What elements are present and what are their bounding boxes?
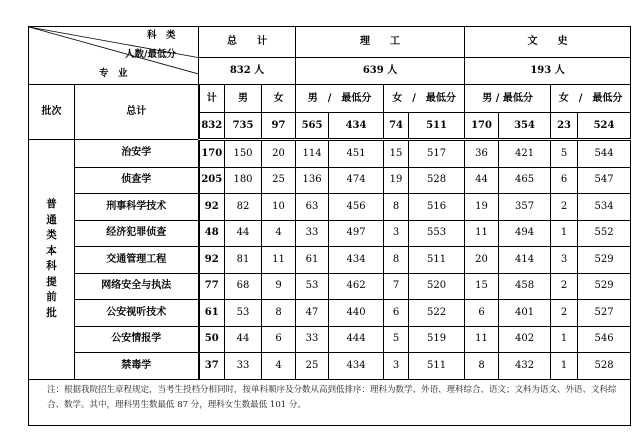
cell-total: 170 [199,140,225,168]
sub-header-sci-male-min: 男 / 最低分 [296,85,384,113]
major-name: 经济犯罪侦查 [75,220,199,247]
table-row [29,326,631,353]
totals-cell: 354 [499,113,551,140]
cell-art-m: 19 [465,194,499,221]
cell-art-f: 6 [551,167,578,194]
major-name: 公安视听技术 [75,300,199,327]
cell-total: 37 [199,353,225,380]
cell-sci-m-min: 474 [329,167,384,194]
batch-label: 普通类本科提前批 [46,198,57,319]
cell-sci-f: 3 [384,353,409,380]
cell-total: 77 [199,273,225,300]
diag-major-label: 专 业 [99,68,128,79]
group-header-science: 理 工 [296,27,465,58]
cell-male: 44 [225,326,262,353]
cell-male: 53 [225,300,262,327]
sub-header-art-female-min: 女 / 最低分 [551,85,631,113]
cell-male: 68 [225,273,262,300]
cell-art-m-min: 401 [499,300,551,327]
totals-cell: 23 [551,113,578,140]
cell-sci-f: 5 [384,326,409,353]
cell-art-m-min: 494 [499,220,551,247]
header-row-groups [29,27,631,58]
cell-sci-m-min: 434 [329,247,384,274]
cell-sci-m: 33 [296,220,329,247]
major-name: 交通管理工程 [75,247,199,274]
cell-art-f-min: 528 [578,353,631,380]
totals-cell: 735 [225,113,262,140]
cell-sci-m: 136 [296,167,329,194]
cell-art-m-min: 414 [499,247,551,274]
cell-female: 4 [262,220,296,247]
cell-art-m-min: 357 [499,194,551,221]
cell-sci-m-min: 434 [329,353,384,380]
cell-female: 10 [262,194,296,221]
cell-female: 9 [262,273,296,300]
batch-cell [29,140,75,380]
sub-header-art-male-min: 男 / 最低分 [465,85,551,113]
cell-female: 4 [262,353,296,380]
cell-male: 150 [225,140,262,168]
cell-sci-f-min: 511 [409,247,465,274]
cell-art-f: 5 [551,140,578,168]
major-name: 公安情报学 [75,326,199,353]
cell-sci-m-min: 444 [329,326,384,353]
table-row [29,273,631,300]
table-row [29,300,631,327]
group-total-science: 639 人 [296,58,465,85]
sub-header-female: 女 [262,85,296,113]
totals-cell: 524 [578,113,631,140]
group-header-arts: 文 史 [465,27,631,58]
cell-total: 61 [199,300,225,327]
cell-art-m-min: 421 [499,140,551,168]
cell-art-m: 36 [465,140,499,168]
cell-art-f: 1 [551,220,578,247]
cell-art-f: 2 [551,194,578,221]
cell-male: 81 [225,247,262,274]
total-header: 总计 [75,85,199,140]
table-row [29,140,631,168]
cell-sci-f-min: 528 [409,167,465,194]
cell-total: 92 [199,247,225,274]
sub-header-sci-female-min: 女 / 最低分 [384,85,465,113]
cell-sci-f-min: 553 [409,220,465,247]
totals-cell: 170 [465,113,499,140]
cell-sci-f: 7 [384,273,409,300]
group-header-total: 总 计 [199,27,296,58]
sub-header-male: 男 [225,85,262,113]
major-name: 侦查学 [75,167,199,194]
cell-sci-m: 63 [296,194,329,221]
admission-table-wrapper [28,26,630,426]
cell-art-f: 1 [551,326,578,353]
major-name: 治安学 [75,140,199,168]
cell-sci-m-min: 451 [329,140,384,168]
cell-total: 92 [199,194,225,221]
table-row [29,220,631,247]
cell-sci-m: 114 [296,140,329,168]
cell-female: 11 [262,247,296,274]
cell-female: 8 [262,300,296,327]
admission-table [28,26,631,426]
cell-male: 33 [225,353,262,380]
cell-sci-f-min: 511 [409,353,465,380]
totals-cell: 74 [384,113,409,140]
cell-art-f-min: 544 [578,140,631,168]
major-name: 网络安全与执法 [75,273,199,300]
cell-female: 25 [262,167,296,194]
major-name: 刑事科学技术 [75,194,199,221]
cell-total: 48 [199,220,225,247]
cell-sci-m: 53 [296,273,329,300]
cell-sci-f-min: 519 [409,326,465,353]
cell-art-f: 2 [551,300,578,327]
table-row [29,247,631,274]
cell-sci-f: 8 [384,194,409,221]
cell-art-m: 15 [465,273,499,300]
cell-female: 6 [262,326,296,353]
cell-art-f-min: 534 [578,194,631,221]
batch-header: 批次 [29,85,75,140]
cell-sci-f: 8 [384,247,409,274]
diagonal-header-cell [29,27,199,85]
cell-art-f-min: 552 [578,220,631,247]
cell-sci-f: 6 [384,300,409,327]
diag-count-min-label: 人数/最低分 [125,49,176,60]
cell-art-f-min: 529 [578,247,631,274]
cell-sci-m-min: 497 [329,220,384,247]
cell-sci-f-min: 517 [409,140,465,168]
cell-art-m: 20 [465,247,499,274]
totals-cell: 434 [329,113,384,140]
cell-art-f-min: 546 [578,326,631,353]
cell-sci-f-min: 520 [409,273,465,300]
group-total-all: 832 人 [199,58,296,85]
cell-art-m-min: 402 [499,326,551,353]
sub-header-total: 计 [199,85,225,113]
cell-sci-f: 3 [384,220,409,247]
cell-sci-m: 47 [296,300,329,327]
cell-sci-m: 61 [296,247,329,274]
cell-sci-m: 25 [296,353,329,380]
table-row [29,167,631,194]
cell-art-f-min: 547 [578,167,631,194]
cell-art-m: 11 [465,326,499,353]
cell-total: 50 [199,326,225,353]
totals-cell: 565 [296,113,329,140]
cell-art-f-min: 527 [578,300,631,327]
table-body [29,140,631,380]
note-row [29,379,631,425]
footnote: 注：根据我院招生章程规定，当考生投档分相同时，按单科顺序及分数从高到低排序：理科为数学、外语、理科综合、语文；文科为语文、外语、文科综合、数学。其中，理科男生数最低 87 分，理科女生数最低 101 分。 [29,379,631,425]
major-name: 禁毒学 [75,353,199,380]
totals-cell: 832 [199,113,225,140]
cell-sci-f: 15 [384,140,409,168]
cell-art-m-min: 432 [499,353,551,380]
cell-art-f: 2 [551,273,578,300]
diag-category-label: 科 类 [147,30,176,41]
cell-sci-f-min: 522 [409,300,465,327]
cell-male: 44 [225,220,262,247]
header-row-subheaders [29,85,631,113]
cell-art-m: 44 [465,167,499,194]
group-total-arts: 193 人 [465,58,631,85]
table-row [29,194,631,221]
cell-art-f: 1 [551,353,578,380]
cell-art-m-min: 458 [499,273,551,300]
cell-art-m-min: 465 [499,167,551,194]
cell-total: 205 [199,167,225,194]
cell-male: 180 [225,167,262,194]
cell-art-m: 11 [465,220,499,247]
cell-art-f: 3 [551,247,578,274]
cell-sci-m-min: 456 [329,194,384,221]
totals-cell: 511 [409,113,465,140]
cell-male: 82 [225,194,262,221]
cell-art-f-min: 529 [578,273,631,300]
cell-sci-f-min: 516 [409,194,465,221]
table-row [29,353,631,380]
cell-sci-m: 33 [296,326,329,353]
cell-sci-f: 19 [384,167,409,194]
totals-cell: 97 [262,113,296,140]
cell-female: 20 [262,140,296,168]
cell-sci-m-min: 462 [329,273,384,300]
cell-sci-m-min: 440 [329,300,384,327]
cell-art-m: 6 [465,300,499,327]
cell-art-m: 8 [465,353,499,380]
